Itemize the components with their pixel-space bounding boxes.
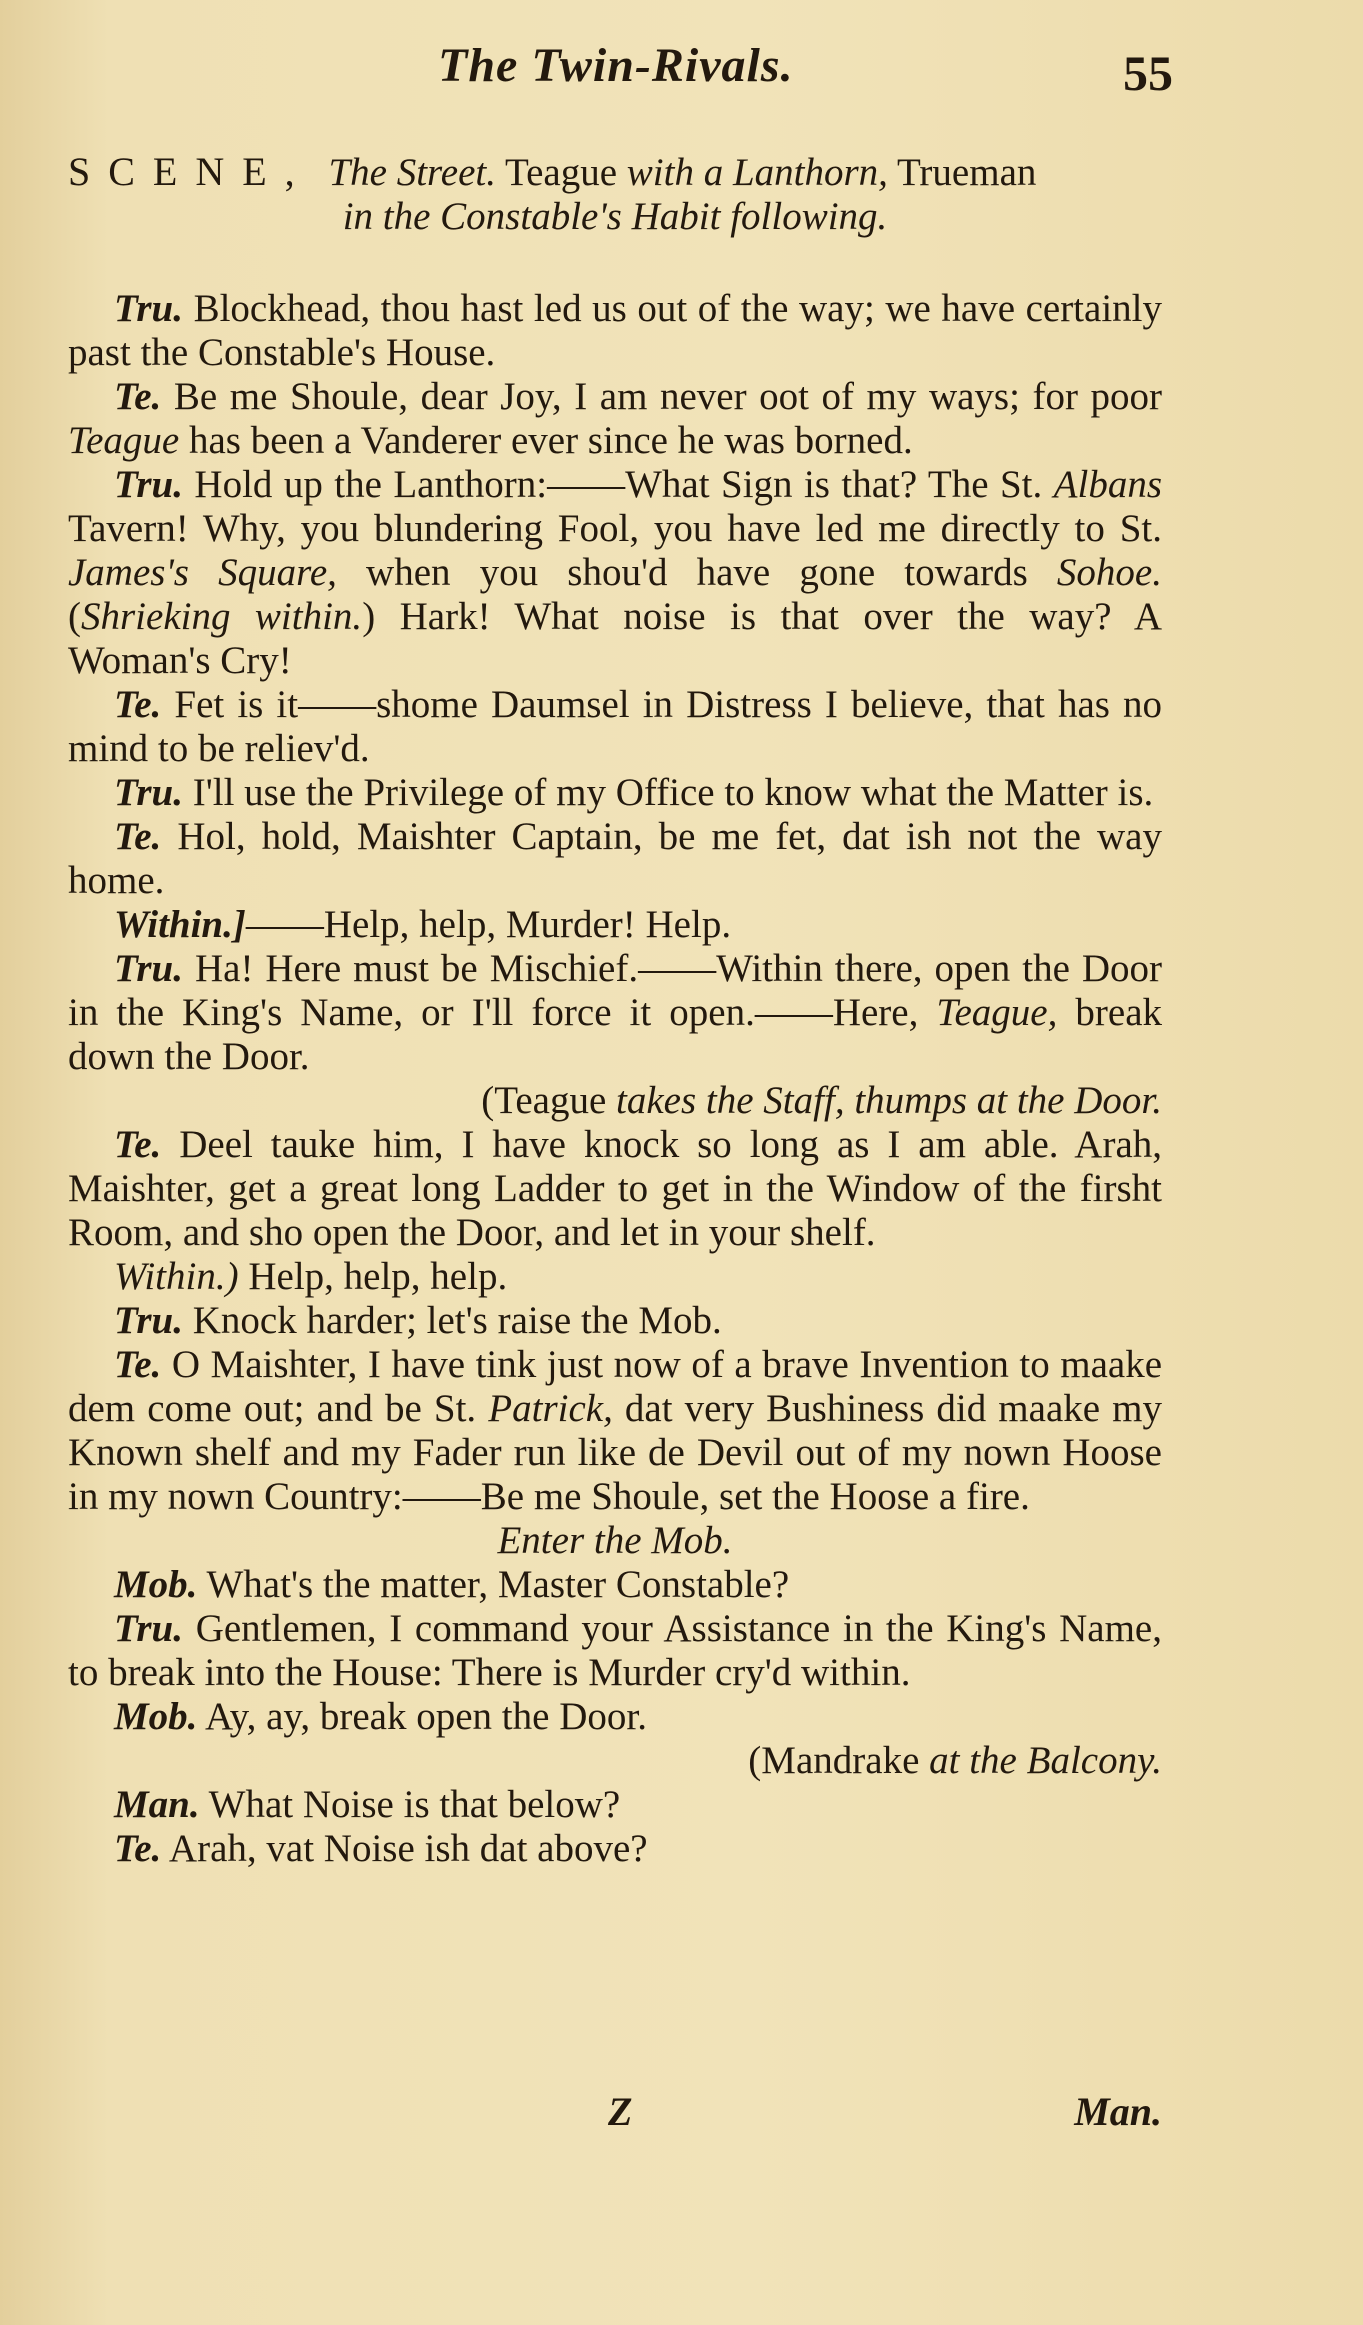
speaker: Te. <box>114 1343 162 1386</box>
speaker: Te. <box>114 375 162 418</box>
speech-text: break down the Door. <box>68 991 1162 1078</box>
speaker: Te. <box>114 815 162 858</box>
speech <box>68 1827 1162 1871</box>
speech-text: Knock harder; let's raise the Mob. <box>192 1299 722 1342</box>
speaker: Man. <box>114 1783 200 1826</box>
speaker: Tru. <box>114 947 183 990</box>
speech <box>68 1783 1162 1827</box>
speech-text: What Noise is that below? <box>208 1783 621 1826</box>
speech-text: ) Hark! What noise is that over the way? A Woman's Cry! <box>68 595 1162 682</box>
speech-text: Tavern! Why, you blundering Fool, you have led me directly to St. <box>68 507 1162 550</box>
catchword: Man. <box>1074 2089 1162 2134</box>
speech-text: Arah, vat Noise ish dat above? <box>168 1827 648 1870</box>
speech <box>68 903 1162 947</box>
speaker: Mob. <box>114 1563 198 1606</box>
page-number: 55 <box>1123 45 1173 101</box>
stage-direction <box>68 1739 1162 1783</box>
speech <box>68 1123 1162 1255</box>
speech-italic: Sohoe. <box>1056 551 1162 594</box>
stage-direction-inline: Shrieking within. <box>81 595 363 638</box>
scene-character-1: Teague <box>505 151 618 194</box>
speaker: Within.) <box>114 1255 239 1298</box>
stage-direction-enter: Enter the Mob. <box>497 1519 733 1562</box>
stage-direction: (Teague takes the Staff, thumps at the Door. <box>481 1079 1162 1122</box>
speech-text: dat very Bushiness did maake my Known shelf and my Fader run like de Devil out of my nown Hoose in my nown Country:——Be me Shoule, set the Hoose a fire. <box>68 1387 1162 1518</box>
speech <box>68 375 1162 463</box>
speaker: Tru. <box>114 1607 183 1650</box>
speech <box>68 1343 1162 1519</box>
scene-character-2: Trueman <box>896 151 1037 194</box>
speech <box>68 1563 1162 1607</box>
speech-text: Hol, hold, Maishter Captain, be me fet, dat ish not the way home. <box>68 815 1162 902</box>
signature-mark: Z <box>608 2089 633 2134</box>
speech-italic: James's Square, <box>68 551 337 594</box>
speech-text: Ay, ay, break open the Door. <box>205 1695 647 1738</box>
speaker: Te. <box>114 683 162 726</box>
speech <box>68 771 1162 815</box>
speech <box>68 287 1162 375</box>
speech <box>68 683 1162 771</box>
speech-italic: Teague, <box>936 991 1058 1034</box>
speaker: Tru. <box>114 287 183 330</box>
speech <box>68 815 1162 903</box>
speech <box>68 1695 1162 1739</box>
speech <box>68 1607 1162 1695</box>
speech-text: Help, help, help. <box>248 1255 508 1298</box>
speech-text: Fet is it——shome Daumsel in Distress I believe, that has no mind to be reliev'd. <box>68 683 1163 770</box>
speech-text: What's the matter, Master Constable? <box>206 1563 790 1606</box>
page-body <box>68 150 1162 1871</box>
page-header <box>68 38 1173 108</box>
scene-setting: The Street. <box>328 151 496 194</box>
speaker: Within.] <box>114 903 246 946</box>
speech <box>68 947 1162 1079</box>
speaker: Tru. <box>114 771 183 814</box>
speech-text: Ha! Here must be Mischief.——Within there, open the Door in the King's Name, or I'll force it open.——Here, <box>68 947 1162 1034</box>
scene-direction-1: with a Lanthorn, <box>626 151 888 194</box>
speech-italic: Patrick, <box>488 1387 613 1430</box>
speech <box>68 1255 1162 1299</box>
speech-text: Be me Shoule, dear Joy, I am never oot of my ways; for poor <box>173 375 1163 418</box>
stage-direction-character: (Mandrake <box>748 1739 920 1782</box>
speaker: Te. <box>114 1827 162 1870</box>
speaker: Tru. <box>114 463 183 506</box>
speaker: Tru. <box>114 1299 183 1342</box>
speech-text: Gentlemen, I command your Assistance in the King's Name, to break into the House: There is Murder cry'd within. <box>68 1607 1162 1694</box>
speaker: Te. <box>114 1123 162 1166</box>
speech-text: ( <box>68 595 81 638</box>
speech-text: ——Help, help, Murder! Help. <box>245 903 732 946</box>
speech-italic: Teague <box>68 419 180 462</box>
stage-direction-character: Teague <box>494 1079 607 1122</box>
running-title: The Twin-Rivals. <box>438 39 794 92</box>
page-footer <box>68 2088 1162 2138</box>
speech-text: I'll use the Privilege of my Office to know what the Matter is. <box>192 771 1154 814</box>
speech-text: O Maishter, I have tink just now of a brave Invention to maake dem come out; and be St. <box>68 1343 1162 1430</box>
speech <box>68 1299 1162 1343</box>
speech-italic: Albans <box>1053 463 1162 506</box>
scene-direction-2: in the Constable's Habit following. <box>342 195 888 238</box>
speech-text: Blockhead, thou hast led us out of the way; we have certainly past the Constable's House. <box>68 287 1162 374</box>
stage-direction-text: takes the Staff, thumps at the Door. <box>616 1079 1162 1122</box>
speech-text: has been a Vanderer ever since he was borned. <box>179 419 913 462</box>
scene-label: SCENE, <box>68 149 313 194</box>
speech-text: when you shou'd have gone towards <box>336 551 1057 594</box>
speech <box>68 463 1162 683</box>
speech-text: Deel tauke him, I have knock so long as I am able. Arah, Maishter, get a great long Ladder to get in the Window of the firsht Room, and sho open the Door, and let in your shelf. <box>68 1123 1163 1254</box>
scene-heading <box>68 150 1162 239</box>
stage-direction-text: at the Balcony. <box>929 1739 1162 1782</box>
speech-text: Hold up the Lanthorn:——What Sign is that? The St. <box>194 463 1054 506</box>
speaker: Mob. <box>114 1695 198 1738</box>
